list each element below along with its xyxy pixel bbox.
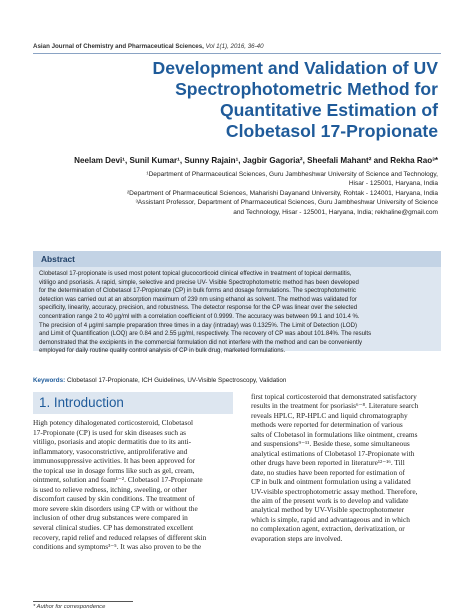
journal-volume: Vol 1(1), 2016, 36-40 — [205, 43, 264, 50]
footnote: * Author for correspondence — [33, 604, 106, 610]
body-line: 17-Propionate (CP) is used for skin diseases such as — [33, 427, 186, 437]
body-line: High potency dihalogenated corticosteroid, Clobetasol — [33, 418, 194, 427]
body-line: other drugs have been reported in literature¹²⁻¹⁶. Till — [251, 458, 405, 468]
affiliation-line: and Technology, Hisar - 125001, Haryana, India; rekhaline@gmail.com — [233, 208, 438, 216]
body-line: analytical estimations of Clobetasol 17-Propionate with — [251, 448, 415, 458]
body-line: reveals HPLC, RP-HPLC and liquid chromatography — [251, 410, 408, 420]
body-line: the aim of the present work is to develop and validate — [251, 495, 409, 505]
body-line: which is simple, rapid and advantageous and in which — [251, 514, 410, 524]
body-line: immunosuppressive activities. It has been approved for — [33, 456, 196, 466]
paper-title — [118, 58, 438, 142]
abstract-line: The precision of 4 µg/ml sample preparation three times in a day (intraday) was 0.1325%. The Limit of Detection (LOD) — [39, 322, 357, 329]
body-line: no complexation agent, extraction, derivatization, or — [251, 524, 405, 534]
body-line: first topical corticosteroid that demonstrated satisfactory — [251, 392, 417, 401]
abstract-body — [39, 270, 437, 356]
abstract-line: Clobetasol 17-propionate is used most potent topical glucocorticoid clinical effective in treatment of topical dermatitis, — [39, 271, 352, 277]
abstract-line: for the determination of Clobetasol 17-Propionate (CP) in bulk forms and dosage formulations. The spectrophotometric — [39, 288, 356, 295]
title-line: Development and Validation of UV — [152, 58, 438, 78]
abstract-line: detection was carried out at an absorption maximum of 239 nm using ethanol as solvent. The method was validated for — [39, 296, 357, 303]
body-line: conditions and symptoms³⁻⁵. It was also proven to be the — [33, 542, 202, 552]
title-line: Clobetasol 17-Propionate — [225, 121, 438, 141]
abstract-line: concentration range 2 to 40 µg/ml with a correlation coefficient of 0.9999. The accuracy was between 99.1 and 101.4 %. — [39, 313, 360, 320]
section-header — [33, 392, 233, 414]
body-line: UV-visible spectrophotometric assay method. Therefore, — [251, 486, 418, 496]
body-line: vitiligo, psoriasis and atopic dermatitis due to its anti- — [33, 437, 192, 447]
affiliations — [18, 170, 438, 217]
body-line: more severe skin disorders using CP with or without the — [33, 503, 198, 513]
body-line: analytical method by UV-Visible spectrophotometer — [251, 505, 405, 515]
body-line: results in the treatment for psoriasis⁶⁻⁸. Literature search — [251, 401, 419, 411]
body-line: recovery, rapid relief and reduced relapses of different skin — [33, 532, 207, 542]
body-line: salts of Clobetasol in formulations like ointment, creams — [251, 429, 418, 439]
body-line: inflammatory, vasoconstrictive, antiproliferative and — [33, 446, 188, 456]
body-line: date, no studies have been reported for estimation of — [251, 467, 405, 477]
title-line: Quantitative Estimation of — [220, 100, 438, 120]
keywords — [33, 377, 286, 384]
title-line: Spectrophotometric Method for — [175, 79, 438, 99]
affiliation-line: ²Department of Pharmaceutical Sciences, Maharishi Dayanand University, Rohtak - 124001, Haryana, India — [126, 189, 438, 197]
body-line: the topical use in dosage forms like such as gel, cream, — [33, 465, 195, 475]
abstract-header — [33, 251, 441, 267]
section-heading: 1. Introduction — [39, 395, 124, 410]
footnote-rule — [33, 601, 133, 602]
keywords-label: Keywords: — [33, 377, 66, 384]
abstract-line: vitiligo and psoriasis. A rapid, simple, selective and precise UV- Visible Spectrophotometric method has been developed — [39, 279, 359, 286]
body-line: methods were reported for determination of various — [251, 420, 403, 430]
abstract-line: demonstrated that the excipients in the commercial formulation did not interfere with the method and can be conveniently — [39, 339, 363, 346]
body-line: discomfort caused by skin conditions. The treatment of — [33, 494, 195, 504]
intro-left-column — [33, 418, 237, 552]
affiliation-line: ³Assistant Professor, Department of Pharmaceutical Sciences, Guru Jambheshwar University of Science — [135, 199, 438, 207]
body-line: is used to relieve redness, itching, sweeling, or other — [33, 484, 187, 494]
affiliation-line: ¹Department of Pharmaceutical Sciences, Guru Jambheshwar University of Science and Technology, — [146, 171, 438, 178]
body-line: evaporation steps are involved. — [251, 533, 343, 543]
journal-name: Asian Journal of Chemistry and Pharmaceutical Sciences, — [33, 43, 204, 50]
body-line: ointment, solution and foam¹⁻². Clobetasol 17-Propionate — [33, 475, 203, 485]
body-line: several clinical studies. CP has demonstrated excellent — [33, 523, 194, 533]
author-list: Neelam Devi¹, Sunil Kumar¹, Sunny Rajain¹, Jagbir Gagoria², Sheefali Mahant² and Rekha Rao³* — [74, 156, 438, 165]
abstract-heading: Abstract — [41, 254, 75, 264]
keywords-text: Clobetasol 17-Propionate, ICH Guidelines, UV-Visible Spectroscopy, Validation — [66, 377, 287, 384]
abstract-line: specificity, linearity, accuracy, precision, and robustness. The detector response for the CP was linear over the selected — [39, 305, 358, 312]
intro-right-column — [251, 392, 441, 543]
abstract-line: and Limit of Quantification (LOQ) are 0.84 and 2.55 µg/ml, respectively. The recovery of CP was about 101.84%. The results — [39, 331, 372, 338]
affiliation-line: Hisar - 125001, Haryana, India — [348, 180, 438, 188]
header-rule — [33, 53, 441, 54]
body-line: and suspensions⁹⁻¹¹. Beside these, some simultaneous — [251, 439, 410, 449]
abstract-line: employed for daily routine quality control analysis of CP in bulk drug, marketed formulations. — [39, 348, 286, 355]
body-line: inclusion of other drug substances were compared in — [33, 513, 188, 523]
body-line: CP in bulk and ointment formulation using a validated — [251, 477, 411, 487]
journal-citation — [33, 43, 264, 50]
